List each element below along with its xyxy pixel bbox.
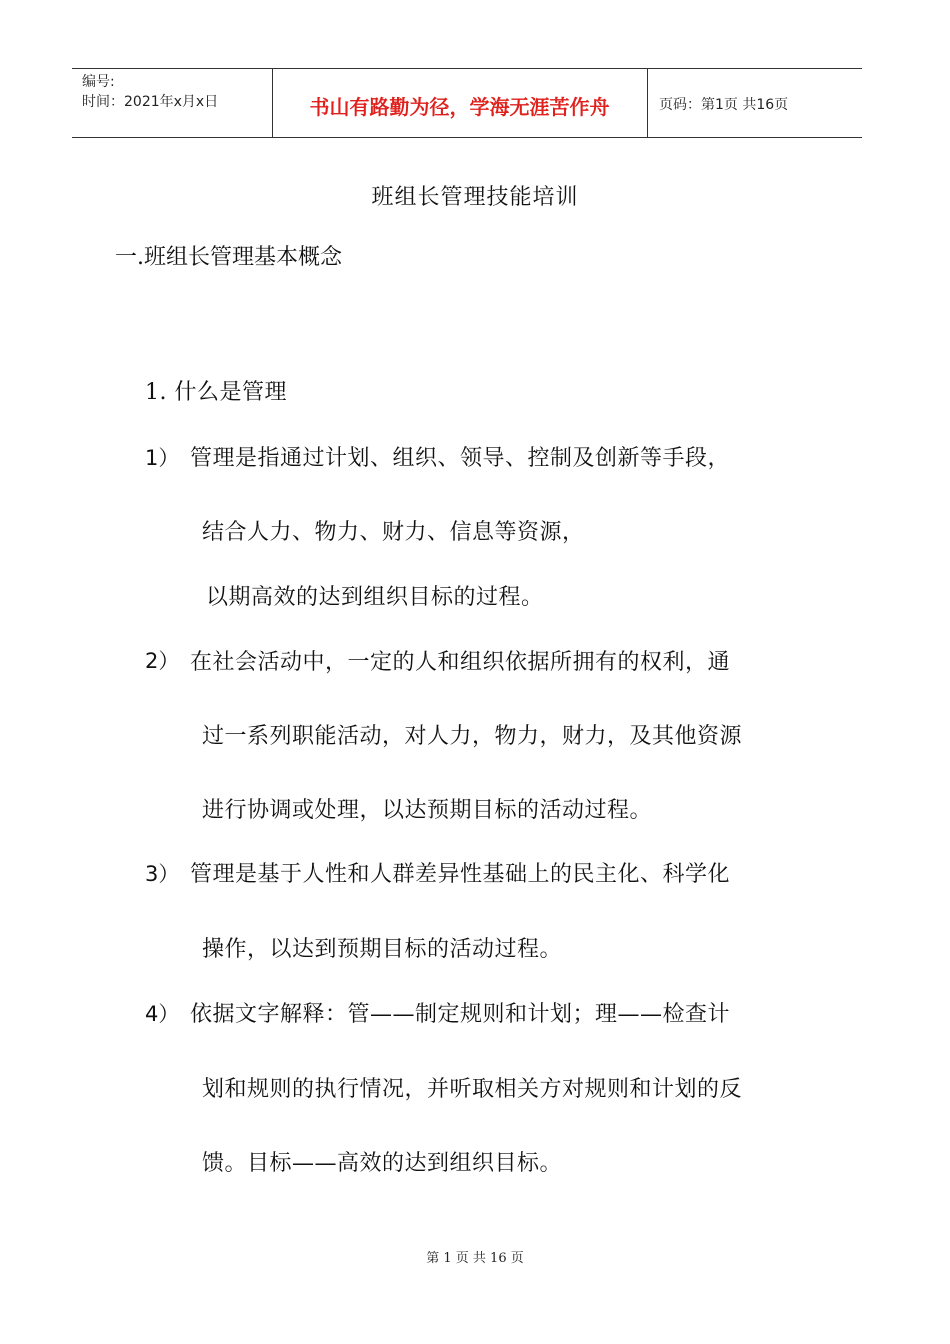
item-line: 馈。目标——高效的达到组织目标。 [202, 1151, 563, 1176]
document-title: 班组长管理技能培训 [371, 185, 579, 210]
item-line: 管理是基于人性和人群差异性基础上的民主化、科学化 [190, 862, 731, 887]
section-heading: 一.班组长管理基本概念 [115, 245, 342, 270]
item-line: 在社会活动中，一定的人和组织依据所拥有的权利，通 [190, 650, 731, 675]
subsection-heading: 1. 什么是管理 [145, 380, 287, 405]
header-page-info: 页码：第1页 共16页 [659, 97, 789, 113]
item-line: 管理是指通过计划、组织、领导、控制及创新等手段， [190, 446, 731, 471]
item-line: 操作，以达到预期目标的活动过程。 [202, 937, 563, 962]
item-marker: 3） [145, 862, 180, 886]
time-label: 时间：2021年x月x日 [82, 94, 219, 110]
item-line: 过一系列职能活动，对人力，物力，财力，及其他资源 [202, 724, 743, 749]
item-line: 进行协调或处理，以达预期目标的活动过程。 [202, 798, 653, 823]
item-line: 结合人力、物力、财力、信息等资源， [202, 520, 585, 545]
serial-label: 编号: [82, 74, 115, 90]
item-line: 以期高效的达到组织目标的过程。 [206, 585, 544, 610]
item-marker: 1） [145, 446, 180, 470]
page-header [72, 68, 862, 138]
header-motto-cell [272, 69, 648, 137]
header-page-cell [647, 69, 862, 137]
page-footer: 第 1 页 共 16 页 [426, 1251, 524, 1266]
item-marker: 2） [145, 649, 180, 673]
item-line: 划和规则的执行情况，并听取相关方对规则和计划的反 [202, 1077, 743, 1102]
motto-text: 书山有路勤为径，学海无涯苦作舟 [309, 95, 610, 119]
header-meta-cell [72, 69, 273, 137]
item-marker: 4） [145, 1002, 180, 1026]
item-line: 依据文字解释：管——制定规则和计划；理——检查计 [190, 1002, 731, 1027]
